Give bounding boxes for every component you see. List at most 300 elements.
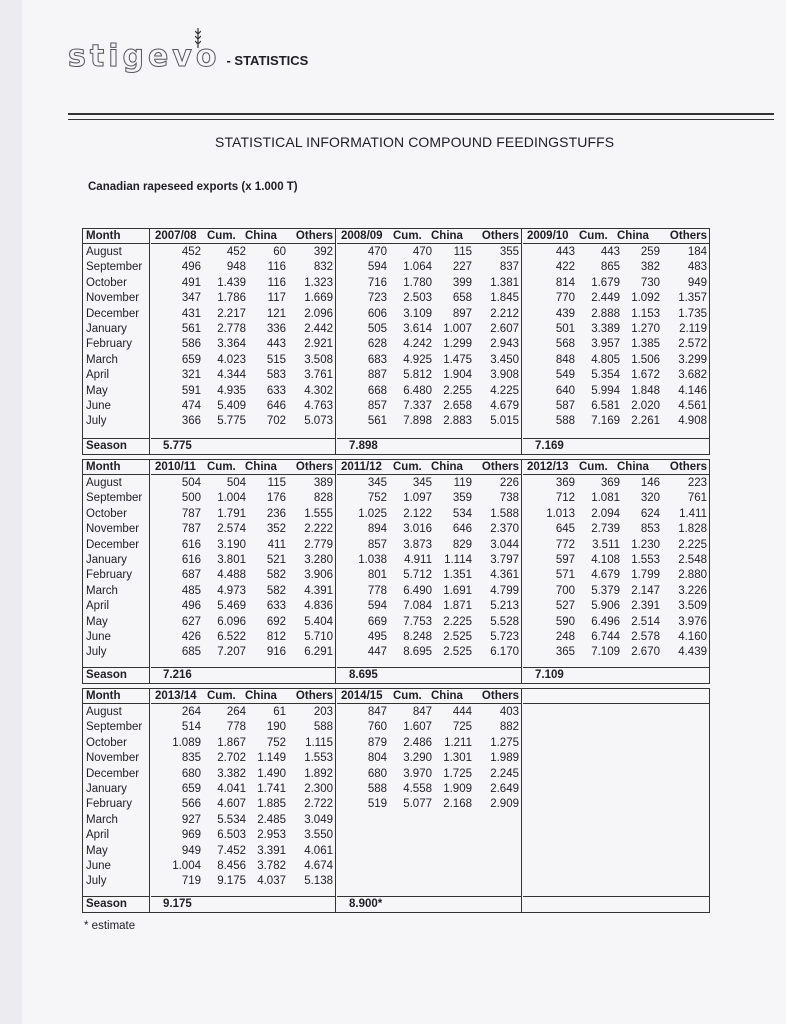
season-total: 7.898 — [349, 440, 378, 452]
monthly-value: 474 — [181, 399, 201, 412]
others-value: 184 — [687, 246, 707, 258]
monthly-value: 447 — [367, 646, 387, 659]
monthly-value: 594 — [367, 600, 387, 613]
others-value: 1.892 — [304, 767, 333, 780]
china-value: 633 — [266, 600, 286, 613]
others-value: 226 — [499, 477, 519, 489]
others-value: 3.299 — [678, 353, 707, 366]
monthly-value: 597 — [555, 553, 575, 566]
china-value: 121 — [266, 307, 286, 320]
table-row — [337, 630, 521, 645]
season-header — [523, 689, 709, 704]
cumulative-value: 948 — [226, 261, 246, 274]
cumulative-value: 4.925 — [403, 353, 432, 366]
china-value: 1.672 — [631, 369, 660, 382]
china-value: 352 — [266, 523, 286, 536]
china-value: 61 — [273, 706, 286, 718]
china-value: 2.525 — [443, 646, 472, 659]
table-row — [523, 476, 709, 491]
season-header — [337, 689, 521, 704]
china-value: 411 — [267, 538, 286, 551]
others-header: Others — [669, 461, 707, 473]
others-value: 6.291 — [304, 646, 333, 659]
china-value: 1.871 — [443, 600, 472, 613]
month-label: January — [86, 553, 127, 566]
others-value: 4.763 — [304, 399, 333, 412]
season-header — [523, 460, 709, 475]
monthly-value: 685 — [181, 646, 201, 659]
cumulative-value: 8.695 — [403, 646, 432, 659]
cumulative-value: 1.791 — [217, 507, 246, 520]
monthly-value: 772 — [555, 538, 575, 551]
month-label: December — [86, 307, 140, 320]
cumulative-value: 443 — [600, 246, 620, 258]
table-row — [523, 553, 709, 568]
month-label: September — [86, 261, 143, 274]
monthly-value: 949 — [181, 844, 201, 857]
china-value: 582 — [266, 584, 286, 597]
china-value: 4.037 — [257, 875, 286, 888]
month-label: January — [86, 322, 127, 335]
season-header — [523, 229, 709, 244]
others-value: 3.508 — [304, 353, 333, 366]
table-row — [151, 782, 335, 797]
season-total-cell — [151, 667, 335, 683]
table-row — [523, 568, 709, 583]
monthly-value: 369 — [555, 477, 575, 489]
table-row — [523, 584, 709, 599]
table-row — [523, 384, 709, 399]
season-header — [337, 460, 521, 475]
monthly-value: 366 — [181, 415, 201, 428]
month-column — [83, 229, 150, 454]
table-row — [337, 414, 521, 429]
season-total-cell — [337, 896, 521, 912]
monthly-value: 627 — [181, 615, 201, 628]
month-label: April — [86, 600, 110, 613]
month-label: October — [86, 276, 127, 289]
export-table-block — [82, 459, 710, 684]
month-header: Month — [83, 229, 149, 244]
footnote: * estimate — [84, 920, 136, 932]
monthly-value: 969 — [181, 829, 201, 842]
others-value: 3.044 — [490, 538, 519, 551]
monthly-value: 848 — [555, 353, 575, 366]
cumulative-value: 7.207 — [217, 646, 246, 659]
cumulative-value: 2.486 — [403, 736, 432, 749]
table-row — [151, 844, 335, 859]
china-value: 1.351 — [443, 569, 472, 582]
china-value: 227 — [452, 261, 472, 274]
others-value: 4.146 — [678, 384, 707, 397]
china-value: 336 — [266, 322, 286, 335]
cumulative-value: 1.081 — [591, 492, 620, 505]
others-value: 355 — [499, 246, 519, 258]
monthly-value: 716 — [367, 276, 387, 289]
monthly-value: 514 — [181, 721, 201, 734]
china-header: China — [431, 461, 463, 473]
monthly-value: 485 — [181, 584, 201, 597]
table-row — [151, 720, 335, 735]
monthly-value: 590 — [555, 615, 575, 628]
table-row — [337, 782, 521, 797]
china-value: 583 — [266, 369, 286, 382]
monthly-value: 787 — [181, 507, 201, 520]
season-column — [337, 229, 522, 454]
china-value: 2.147 — [631, 584, 660, 597]
table-row — [151, 322, 335, 337]
monthly-value: 787 — [181, 523, 201, 536]
monthly-value: 712 — [555, 492, 575, 505]
month-label: March — [86, 584, 118, 597]
others-value: 483 — [687, 261, 707, 274]
china-value: 1.725 — [443, 767, 472, 780]
season-total: 7.169 — [535, 440, 564, 452]
cumulative-value: 2.094 — [591, 507, 620, 520]
others-value: 882 — [499, 721, 519, 734]
china-value: 730 — [640, 276, 660, 289]
table-row — [337, 599, 521, 614]
others-value: 5.528 — [490, 615, 519, 628]
china-value: 646 — [266, 399, 286, 412]
season-year-header: 2011/12 — [341, 461, 382, 473]
others-value: 1.989 — [490, 752, 519, 765]
monthly-value: 568 — [555, 338, 575, 351]
table-row — [523, 337, 709, 352]
china-value: 382 — [640, 261, 660, 274]
month-label: February — [86, 569, 133, 582]
season-column — [151, 229, 336, 454]
monthly-value: 668 — [367, 384, 387, 397]
cumulative-value: 4.558 — [403, 782, 432, 795]
cumulative-value: 2.739 — [591, 523, 620, 536]
table-row — [151, 538, 335, 553]
china-value: 119 — [453, 477, 472, 489]
china-value: 1.149 — [257, 752, 286, 765]
china-value: 2.261 — [631, 415, 660, 428]
others-value: 3.797 — [490, 553, 519, 566]
monthly-value: 752 — [367, 492, 387, 505]
others-value: 3.450 — [490, 353, 519, 366]
season-year-header: 2014/15 — [341, 690, 383, 702]
cumulative-value: 7.169 — [591, 415, 620, 428]
month-label: August — [86, 246, 122, 258]
cumulative-value: 2.888 — [591, 307, 620, 320]
cumulative-value: 865 — [600, 261, 620, 274]
cumulative-value: 3.364 — [217, 338, 246, 351]
others-value: 3.226 — [678, 584, 707, 597]
monthly-value: 591 — [181, 384, 201, 397]
table-row — [337, 584, 521, 599]
cumulative-value: 7.109 — [591, 646, 620, 659]
others-value: 3.509 — [678, 600, 707, 613]
cumulative-value: 4.607 — [217, 798, 246, 811]
table-row — [151, 337, 335, 352]
cumulative-value: 2.503 — [403, 292, 432, 305]
china-value: 3.782 — [257, 859, 286, 872]
china-value: 2.225 — [443, 615, 472, 628]
monthly-value: 452 — [181, 246, 201, 258]
china-value: 897 — [452, 307, 472, 320]
others-value: 2.300 — [304, 782, 333, 795]
cumulative-value: 4.679 — [591, 569, 620, 582]
season-column — [523, 689, 709, 912]
others-value: 2.607 — [490, 322, 519, 335]
monthly-value: 586 — [181, 338, 201, 351]
china-value: 1.007 — [443, 322, 472, 335]
china-value: 2.883 — [443, 415, 472, 428]
header-rule — [68, 113, 774, 115]
others-value: 2.921 — [304, 338, 333, 351]
others-value: 4.561 — [678, 399, 707, 412]
table-row — [337, 767, 521, 782]
china-value: 236 — [266, 507, 286, 520]
cumulative-value: 4.805 — [591, 353, 620, 366]
cumulative-value: 4.242 — [403, 338, 432, 351]
monthly-value: 801 — [367, 569, 387, 582]
table-row — [151, 384, 335, 399]
others-value: 1.357 — [678, 292, 707, 305]
header-rule-thin — [68, 119, 774, 120]
others-value: 1.381 — [490, 276, 519, 289]
china-value: 2.485 — [257, 813, 286, 826]
monthly-value: 683 — [367, 353, 387, 366]
table-row — [151, 645, 335, 660]
cumulative-value: 4.488 — [217, 569, 246, 582]
others-value: 4.061 — [304, 844, 333, 857]
season-total: 9.175 — [163, 898, 192, 910]
month-label: August — [86, 706, 122, 718]
cumulative-value: 345 — [412, 477, 432, 489]
china-value: 115 — [453, 246, 472, 258]
china-value: 60 — [273, 246, 286, 258]
cumulative-value: 6.496 — [591, 615, 620, 628]
china-value: 1.385 — [631, 338, 660, 351]
table-row — [151, 751, 335, 766]
china-value: 1.475 — [443, 353, 472, 366]
month-label: August — [86, 477, 122, 489]
china-value: 1.211 — [444, 736, 472, 749]
season-total: 5.775 — [163, 440, 192, 452]
wheat-icon — [195, 28, 201, 48]
cum-header: Cum. — [207, 690, 236, 702]
monthly-value: 588 — [555, 415, 575, 428]
others-value: 392 — [313, 246, 333, 258]
monthly-value: 723 — [367, 292, 387, 305]
month-label: July — [86, 875, 107, 888]
month-label: April — [86, 369, 110, 382]
china-value: 725 — [452, 721, 472, 734]
cumulative-value: 4.108 — [591, 553, 620, 566]
table-row — [523, 399, 709, 414]
others-value: 1.845 — [490, 292, 519, 305]
monthly-value: 504 — [181, 477, 201, 489]
monthly-value: 847 — [367, 706, 387, 718]
monthly-value: 669 — [367, 615, 387, 628]
others-value: 3.049 — [304, 813, 333, 826]
china-value: 2.658 — [443, 399, 472, 412]
china-value: 1.741 — [257, 782, 286, 795]
others-value: 4.225 — [490, 384, 519, 397]
table-row — [151, 245, 335, 260]
cum-header: Cum. — [393, 230, 422, 242]
export-table-block — [82, 228, 710, 455]
china-value: 829 — [452, 538, 472, 551]
cumulative-value: 3.511 — [592, 538, 620, 551]
monthly-value: 887 — [367, 369, 387, 382]
china-value: 2.514 — [631, 615, 660, 628]
table-row — [151, 414, 335, 429]
table-row — [523, 245, 709, 260]
monthly-value: 659 — [181, 782, 201, 795]
table-row — [523, 322, 709, 337]
table-row — [151, 828, 335, 843]
others-value: 4.302 — [304, 384, 333, 397]
cumulative-value: 4.041 — [217, 782, 246, 795]
table-row — [337, 245, 521, 260]
cumulative-value: 6.522 — [217, 630, 246, 643]
others-value: 4.361 — [490, 569, 519, 582]
cumulative-value: 9.175 — [217, 875, 246, 888]
china-value: 117 — [267, 292, 286, 305]
monthly-value: 1.013 — [546, 507, 575, 520]
season-header — [151, 460, 335, 475]
china-value: 443 — [266, 338, 286, 351]
cumulative-value: 5.712 — [403, 569, 432, 582]
table-caption: Canadian rapeseed exports (x 1.000 T) — [88, 181, 298, 193]
table-row — [337, 736, 521, 751]
others-value: 3.976 — [678, 615, 707, 628]
monthly-value: 1.025 — [358, 507, 387, 520]
others-value: 828 — [313, 492, 333, 505]
page-title: STATISTICAL INFORMATION COMPOUND FEEDINGSTUFFS — [215, 134, 615, 150]
others-value: 1.828 — [678, 523, 707, 536]
table-row — [151, 767, 335, 782]
monthly-value: 345 — [367, 477, 387, 489]
china-value: 444 — [452, 706, 472, 718]
china-value: 1.301 — [443, 752, 472, 765]
others-value: 949 — [687, 276, 707, 289]
season-total-cell — [523, 667, 709, 683]
others-header: Others — [295, 461, 333, 473]
season-total: 8.695 — [349, 669, 378, 681]
cumulative-value: 2.574 — [217, 523, 246, 536]
table-row — [151, 307, 335, 322]
month-column — [83, 460, 150, 683]
china-value: 1.092 — [631, 292, 660, 305]
month-label: February — [86, 338, 133, 351]
others-value: 4.908 — [678, 415, 707, 428]
table-row — [337, 645, 521, 660]
monthly-value: 927 — [181, 813, 201, 826]
cumulative-value: 3.801 — [217, 553, 246, 566]
table-row — [523, 491, 709, 506]
china-header: China — [617, 461, 649, 473]
month-label: March — [86, 353, 118, 366]
others-value: 3.906 — [304, 569, 333, 582]
others-value: 5.015 — [490, 415, 519, 428]
monthly-value: 439 — [555, 307, 575, 320]
cumulative-value: 4.973 — [217, 584, 246, 597]
monthly-value: 561 — [367, 415, 387, 428]
cum-header: Cum. — [393, 461, 422, 473]
cumulative-value: 8.248 — [403, 630, 432, 643]
cumulative-value: 452 — [226, 246, 246, 258]
cumulative-value: 3.970 — [403, 767, 432, 780]
monthly-value: 1.038 — [358, 553, 387, 566]
season-total-cell — [337, 667, 521, 683]
month-label: November — [86, 292, 140, 305]
month-label: March — [86, 813, 118, 826]
others-header: Others — [481, 690, 519, 702]
cumulative-value: 6.480 — [403, 384, 432, 397]
monthly-value: 248 — [555, 630, 575, 643]
cumulative-value: 470 — [412, 246, 432, 258]
china-value: 1.506 — [631, 353, 660, 366]
table-row — [523, 615, 709, 630]
cumulative-value: 6.503 — [217, 829, 246, 842]
month-label: June — [86, 859, 111, 872]
monthly-value: 505 — [367, 322, 387, 335]
others-value: 403 — [499, 706, 519, 718]
season-label: Season — [83, 438, 149, 454]
table-row — [151, 368, 335, 383]
table-row — [151, 797, 335, 812]
monthly-value: 500 — [181, 492, 201, 505]
cumulative-value: 2.702 — [217, 752, 246, 765]
monthly-value: 804 — [367, 752, 387, 765]
table-row — [523, 307, 709, 322]
month-label: December — [86, 538, 140, 551]
china-value: 1.270 — [631, 322, 660, 335]
monthly-value: 443 — [555, 246, 575, 258]
cumulative-value: 5.534 — [217, 813, 246, 826]
china-value: 146 — [640, 477, 660, 489]
china-value: 646 — [452, 523, 472, 536]
others-value: 5.138 — [304, 875, 333, 888]
cumulative-value: 7.753 — [403, 615, 432, 628]
table-row — [523, 538, 709, 553]
cumulative-value: 504 — [226, 477, 246, 489]
season-column — [337, 689, 522, 912]
others-value: 2.649 — [490, 782, 519, 795]
china-value: 1.904 — [443, 369, 472, 382]
others-value: 1.553 — [304, 752, 333, 765]
others-value: 2.722 — [304, 798, 333, 811]
monthly-value: 470 — [367, 246, 387, 258]
others-value: 4.391 — [304, 584, 333, 597]
table-row — [151, 736, 335, 751]
monthly-value: 778 — [367, 584, 387, 597]
table-row — [337, 260, 521, 275]
table-row — [337, 568, 521, 583]
table-row — [337, 368, 521, 383]
monthly-value: 321 — [181, 369, 201, 382]
china-value: 752 — [266, 736, 286, 749]
china-header: China — [431, 230, 463, 242]
others-value: 4.679 — [490, 399, 519, 412]
china-value: 1.885 — [257, 798, 286, 811]
china-value: 633 — [266, 384, 286, 397]
cumulative-value: 847 — [412, 706, 432, 718]
cumulative-value: 8.456 — [217, 859, 246, 872]
china-header: China — [245, 690, 277, 702]
month-label: December — [86, 767, 140, 780]
china-value: 1.848 — [631, 384, 660, 397]
china-value: 2.168 — [443, 798, 472, 811]
cumulative-value: 3.389 — [591, 322, 620, 335]
others-value: 5.073 — [304, 415, 333, 428]
